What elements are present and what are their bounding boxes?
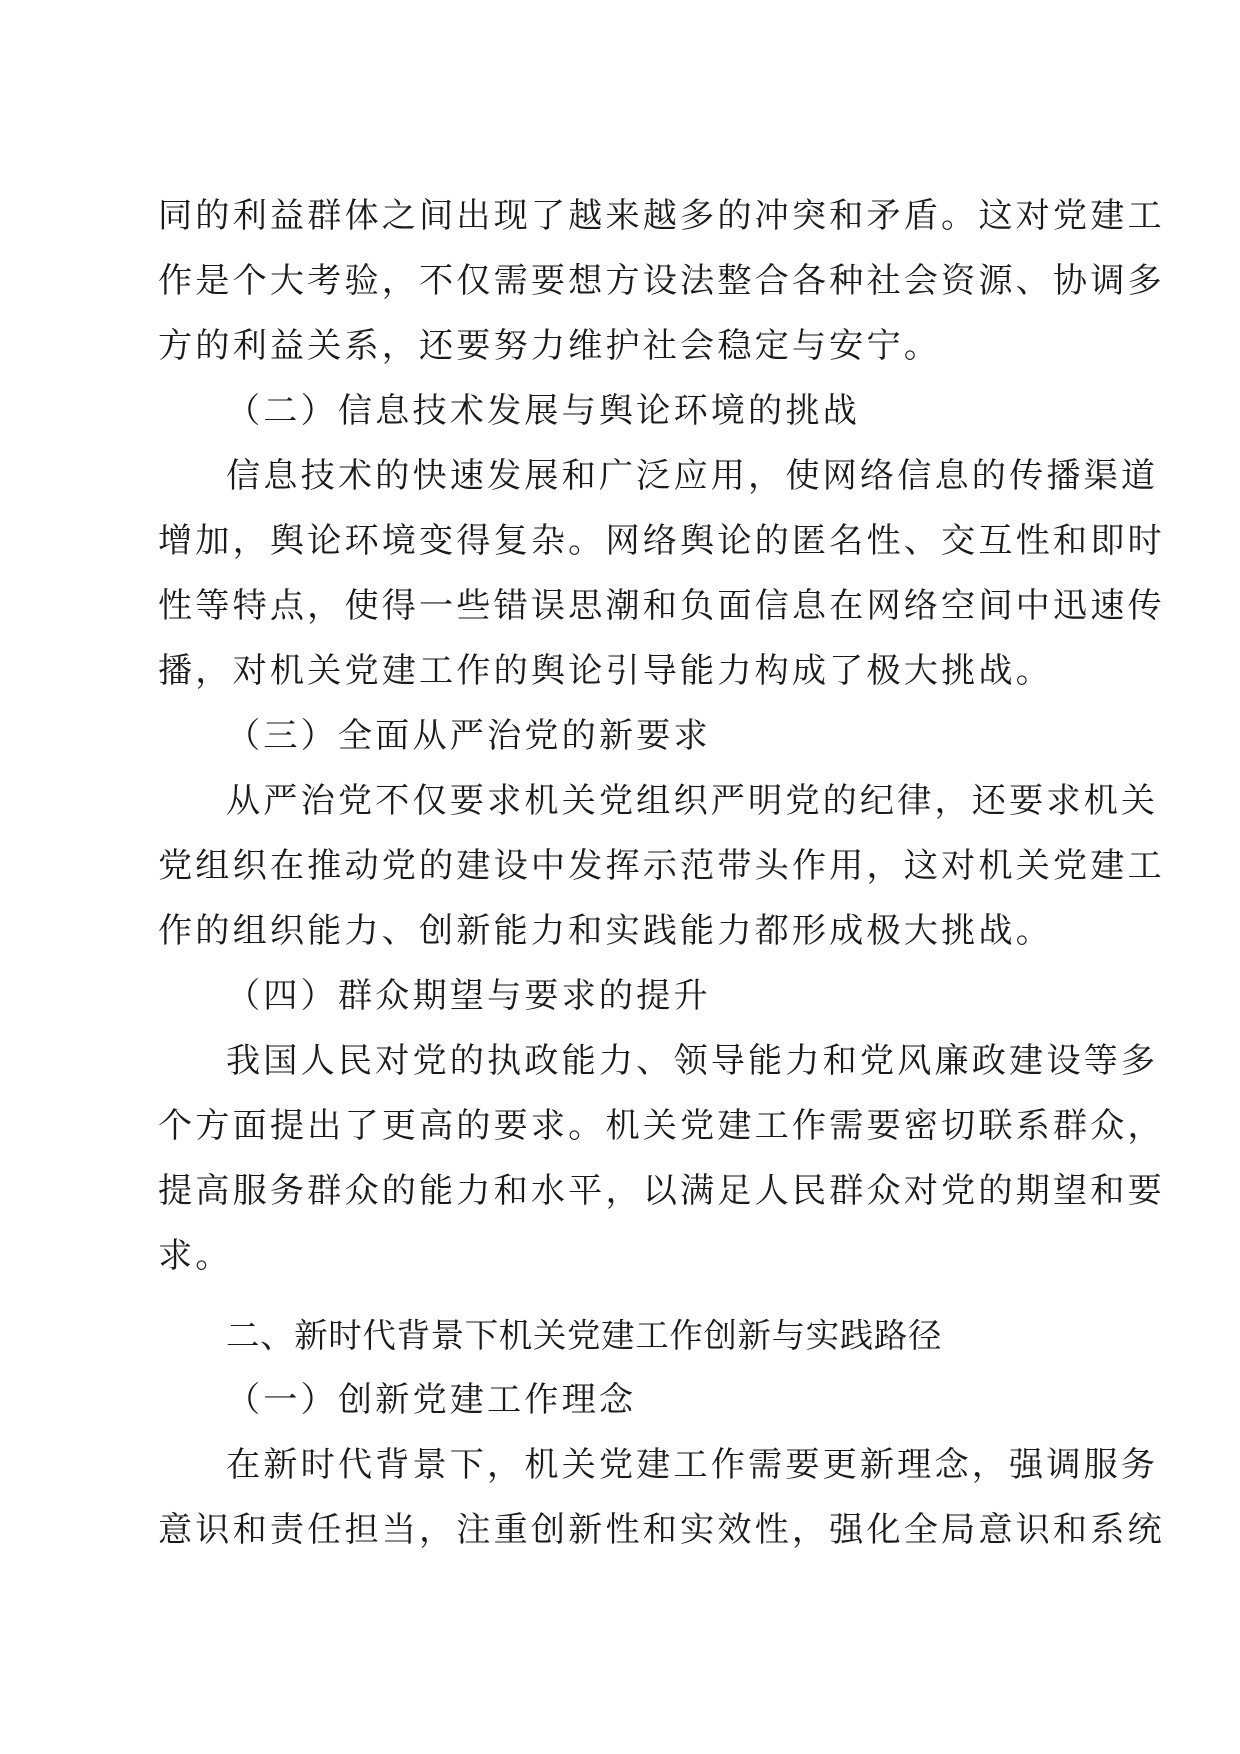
text-line: 信息技术的快速发展和广泛应用，使网络信息的传播渠道 bbox=[226, 456, 1159, 496]
document-page bbox=[158, 184, 1165, 1563]
text-line: 提高服务群众的能力和水平，以满足人民群众对党的期望和要 bbox=[158, 1171, 1165, 1211]
text-line: 我国人民对党的执政能力、领导能力和党风廉政建设等多 bbox=[226, 1041, 1159, 1081]
text-line: 增加，舆论环境变得复杂。网络舆论的匿名性、交互性和即时 bbox=[158, 521, 1165, 561]
section-spacer bbox=[158, 1289, 1078, 1303]
subsection-heading: （二）信息技术发展与舆论环境的挑战 bbox=[226, 391, 860, 431]
body-paragraph bbox=[158, 1029, 1165, 1289]
text-line: 个方面提出了更高的要求。机关党建工作需要密切联系群众， bbox=[158, 1106, 1165, 1146]
text-line: 方的利益关系，还要努力维护社会稳定与安宁。 bbox=[158, 326, 942, 366]
subsection-heading: （四）群众期望与要求的提升 bbox=[226, 976, 711, 1016]
text-line: 意识和责任担当，注重创新性和实效性，强化全局意识和系统 bbox=[158, 1510, 1165, 1550]
text-line: 性等特点，使得一些错误思潮和负面信息在网络空间中迅速传 bbox=[158, 586, 1165, 626]
text-line: 在新时代背景下，机关党建工作需要更新理念，强调服务 bbox=[226, 1445, 1159, 1485]
text-line: 党组织在推动党的建设中发挥示范带头作用，这对机关党建工 bbox=[158, 846, 1165, 886]
text-line: 播，对机关党建工作的舆论引导能力构成了极大挑战。 bbox=[158, 651, 1053, 691]
body-paragraph bbox=[158, 769, 1165, 964]
text-line: 作的组织能力、创新能力和实践能力都形成极大挑战。 bbox=[158, 911, 1053, 951]
body-paragraph bbox=[158, 1433, 1165, 1563]
body-paragraph bbox=[158, 184, 1165, 379]
subsection-heading: （三）全面从严治党的新要求 bbox=[226, 716, 711, 756]
subsection-heading: （一）创新党建工作理念 bbox=[226, 1380, 637, 1420]
text-line: 同的利益群体之间出现了越来越多的冲突和矛盾。这对党建工 bbox=[158, 196, 1165, 236]
text-line: 从严治党不仅要求机关党组织严明党的纪律，还要求机关 bbox=[226, 781, 1159, 821]
text-line: 求。 bbox=[158, 1236, 233, 1276]
body-paragraph bbox=[158, 444, 1165, 704]
text-line: 作是个大考验，不仅需要想方设法整合各种社会资源、协调多 bbox=[158, 261, 1165, 301]
section-heading: 二、新时代背景下机关党建工作创新与实践路径 bbox=[226, 1316, 943, 1355]
